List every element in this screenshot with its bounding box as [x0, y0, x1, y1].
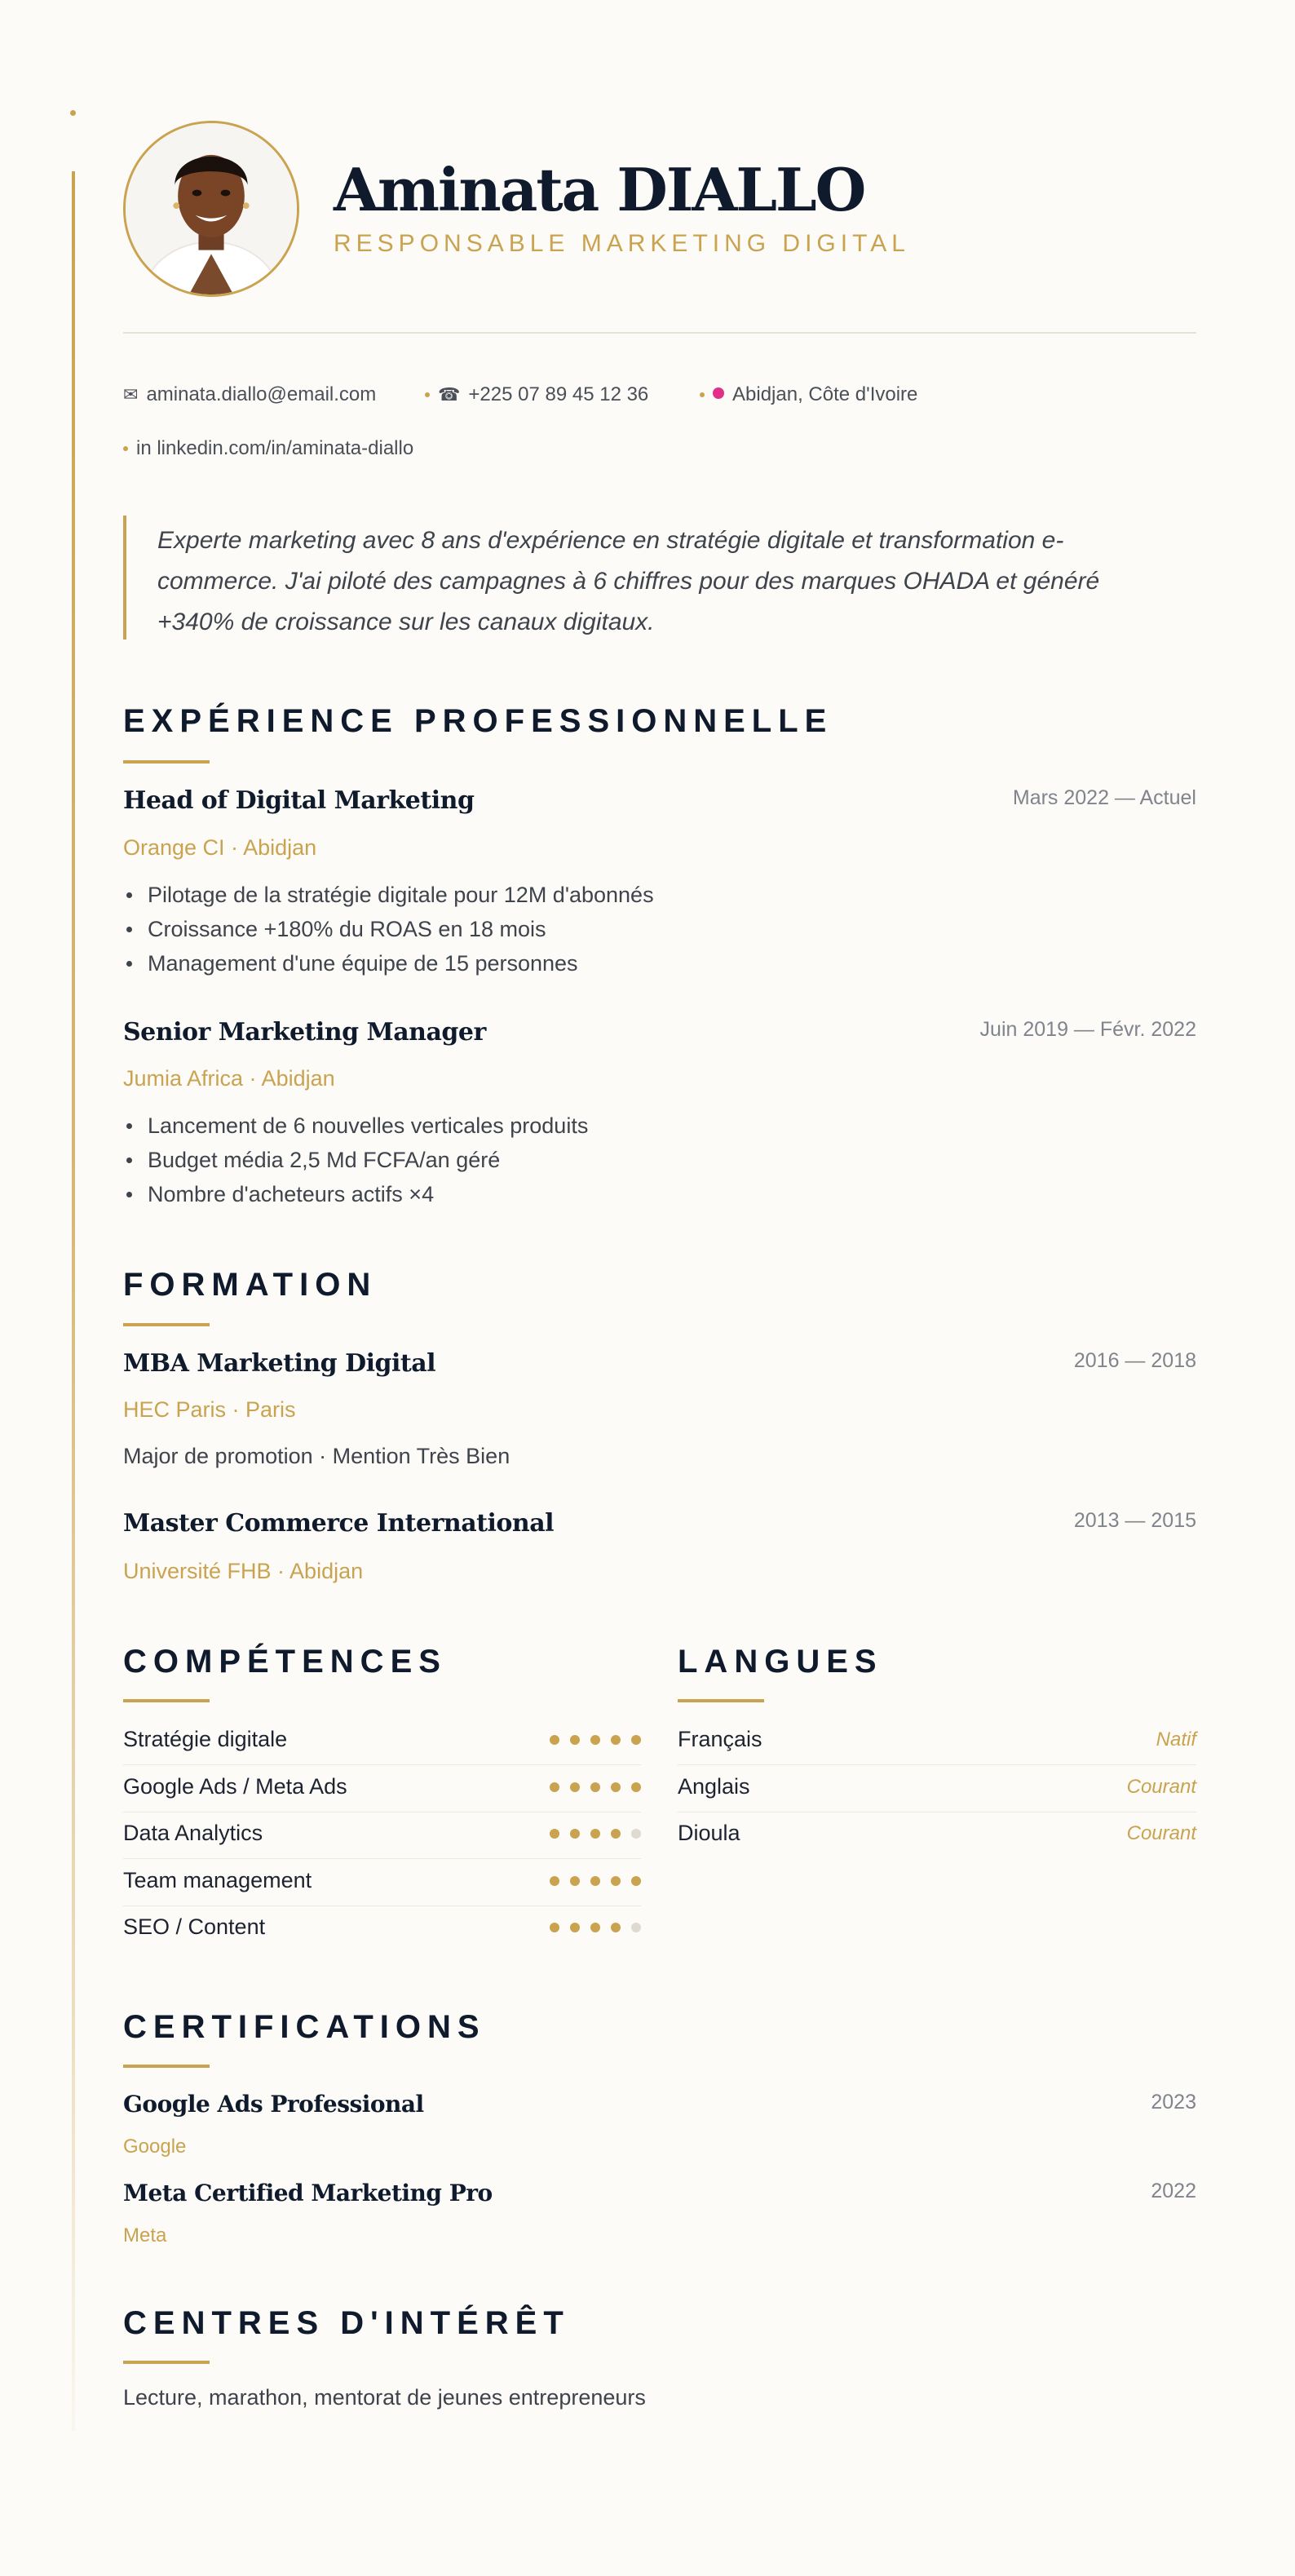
- rating-dot-filled: [550, 1923, 559, 1932]
- rating-dot-filled: [570, 1876, 580, 1886]
- rating-dot-filled: [570, 1735, 580, 1745]
- certification-year: 2023: [1151, 2091, 1196, 2113]
- rating-dot-filled: [590, 1782, 600, 1792]
- education-title: MBA Marketing Digital: [123, 1349, 436, 1378]
- experience-bullets: [123, 1109, 588, 1211]
- location-pin-icon: [713, 387, 724, 399]
- skill-label: SEO / Content: [123, 1914, 266, 1939]
- rating-dot-filled: [550, 1782, 559, 1792]
- language-level: Courant: [1126, 1822, 1196, 1844]
- location-text: Abidjan, Côte d'Ivoire: [732, 383, 918, 405]
- rating-dot-filled: [570, 1782, 580, 1792]
- header-divider: [123, 332, 1196, 334]
- certification-title: Meta Certified Marketing Pro: [123, 2180, 493, 2206]
- list-item: Lancement de 6 nouvelles verticales produits: [123, 1109, 588, 1143]
- contact-phone[interactable]: [425, 383, 648, 406]
- section-title-education: FORMATION: [123, 1267, 378, 1303]
- section-underline: [123, 1323, 210, 1326]
- language-row: [678, 1766, 1196, 1812]
- rating-dot-filled: [570, 1923, 580, 1932]
- list-item: Budget média 2,5 Md FCFA/an géré: [123, 1143, 588, 1177]
- interests-text: Lecture, marathon, mentorat de jeunes entrepreneurs: [123, 2385, 646, 2410]
- rail-dot: [70, 110, 76, 116]
- list-item: Management d'une équipe de 15 personnes: [123, 946, 654, 980]
- rating-dot-filled: [590, 1876, 600, 1886]
- education-dates: 2013 — 2015: [1073, 1509, 1196, 1532]
- phone-icon: ☎: [438, 384, 461, 405]
- rating-dot-filled: [550, 1876, 559, 1886]
- skill-row: [123, 1906, 641, 1953]
- phone-text: +225 07 89 45 12 36: [468, 383, 649, 405]
- candidate-name: Aminata DIALLO: [334, 155, 865, 224]
- certification-title: Google Ads Professional: [123, 2091, 424, 2118]
- rating-dot-filled: [611, 1923, 621, 1932]
- rating-dot-filled: [550, 1829, 559, 1839]
- resume-header: [123, 121, 1196, 297]
- skill-row: [123, 1719, 641, 1765]
- language-row: [678, 1719, 1196, 1765]
- certification-year: 2022: [1151, 2180, 1196, 2202]
- language-label: Anglais: [678, 1773, 750, 1799]
- section-underline: [123, 1699, 210, 1702]
- list-item: Pilotage de la stratégie digitale pour 12M d'abonnés: [123, 878, 654, 912]
- skill-rating: [550, 1923, 641, 1932]
- contact-linkedin[interactable]: [123, 437, 413, 460]
- avatar: [123, 121, 299, 297]
- timeline-rail: [72, 171, 75, 2431]
- education-org: HEC Paris · Paris: [123, 1397, 296, 1422]
- language-label: Français: [678, 1727, 762, 1751]
- rating-dot-filled: [631, 1876, 641, 1886]
- rating-dot-filled: [570, 1829, 580, 1839]
- rating-dot-filled: [611, 1876, 621, 1886]
- skill-label: Stratégie digitale: [123, 1727, 288, 1751]
- experience-bullets: [123, 878, 654, 980]
- separator-dot: [123, 446, 128, 451]
- separator-dot: [425, 392, 430, 397]
- section-title-experience: EXPÉRIENCE PROFESSIONNELLE: [123, 703, 833, 739]
- email-text: aminata.diallo@email.com: [146, 383, 377, 405]
- experience-dates: Juin 2019 — Févr. 2022: [979, 1018, 1196, 1041]
- education-dates: 2016 — 2018: [1073, 1349, 1196, 1372]
- skill-rating: [550, 1829, 641, 1839]
- rating-dot-empty: [631, 1829, 641, 1839]
- language-level: Courant: [1126, 1775, 1196, 1798]
- skill-label: Data Analytics: [123, 1821, 263, 1845]
- profile-summary: [123, 516, 1196, 640]
- rating-dot-filled: [611, 1735, 621, 1745]
- separator-dot: [700, 392, 705, 397]
- education-org: Université FHB · Abidjan: [123, 1559, 364, 1583]
- list-item: Croissance +180% du ROAS en 18 mois: [123, 912, 654, 946]
- experience-title: Head of Digital Marketing: [123, 786, 475, 815]
- section-title-certifications: CERTIFICATIONS: [123, 2009, 486, 2045]
- section-underline: [123, 2065, 210, 2068]
- skill-rating: [550, 1782, 641, 1792]
- rating-dot-empty: [631, 1923, 641, 1932]
- summary-text: Experte marketing avec 8 ans d'expérience en stratégie digitale et transformation e-commerce. J'ai piloté des campagnes à 6 chiffres pour des marques OHADA et généré +340% de croissance sur les canaux digitaux.: [157, 527, 1100, 635]
- section-title-languages: LANGUES: [678, 1644, 883, 1680]
- skill-rating: [550, 1876, 641, 1886]
- portrait-image: [126, 123, 297, 294]
- section-title-skills: COMPÉTENCES: [123, 1644, 447, 1680]
- experience-org: Orange CI · Abidjan: [123, 835, 317, 860]
- education-note: Major de promotion · Mention Très Bien: [123, 1444, 510, 1468]
- skill-row: [123, 1812, 641, 1859]
- experience-dates: Mars 2022 — Actuel: [1012, 786, 1196, 809]
- language-row: [678, 1812, 1196, 1859]
- section-title-interests: CENTRES D'INTÉRÊT: [123, 2305, 570, 2341]
- section-underline: [678, 1699, 764, 1702]
- list-item: Nombre d'acheteurs actifs ×4: [123, 1177, 588, 1211]
- rating-dot-filled: [550, 1735, 559, 1745]
- rating-dot-filled: [590, 1923, 600, 1932]
- rating-dot-filled: [611, 1829, 621, 1839]
- rating-dot-filled: [631, 1735, 641, 1745]
- skill-label: Google Ads / Meta Ads: [123, 1773, 347, 1799]
- education-title: Master Commerce International: [123, 1509, 555, 1538]
- experience-title: Senior Marketing Manager: [123, 1018, 486, 1047]
- rating-dot-filled: [631, 1782, 641, 1792]
- certification-org: Google: [123, 2136, 187, 2158]
- rating-dot-filled: [590, 1735, 600, 1745]
- rating-dot-filled: [590, 1829, 600, 1839]
- job-title: RESPONSABLE MARKETING DIGITAL: [334, 230, 910, 257]
- certification-org: Meta: [123, 2224, 167, 2246]
- section-underline: [123, 2361, 210, 2364]
- mail-icon: ✉: [123, 384, 139, 405]
- skill-rating: [550, 1735, 641, 1745]
- skill-row: [123, 1860, 641, 1906]
- skill-label: Team management: [123, 1867, 312, 1892]
- linkedin-text: in linkedin.com/in/aminata-diallo: [136, 437, 414, 459]
- contact-email[interactable]: [123, 383, 376, 406]
- skill-row: [123, 1766, 641, 1812]
- contact-location: [700, 383, 917, 406]
- rating-dot-filled: [611, 1782, 621, 1792]
- language-level: Natif: [1156, 1728, 1196, 1751]
- language-label: Dioula: [678, 1821, 740, 1845]
- experience-org: Jumia Africa · Abidjan: [123, 1066, 335, 1091]
- section-underline: [123, 760, 210, 764]
